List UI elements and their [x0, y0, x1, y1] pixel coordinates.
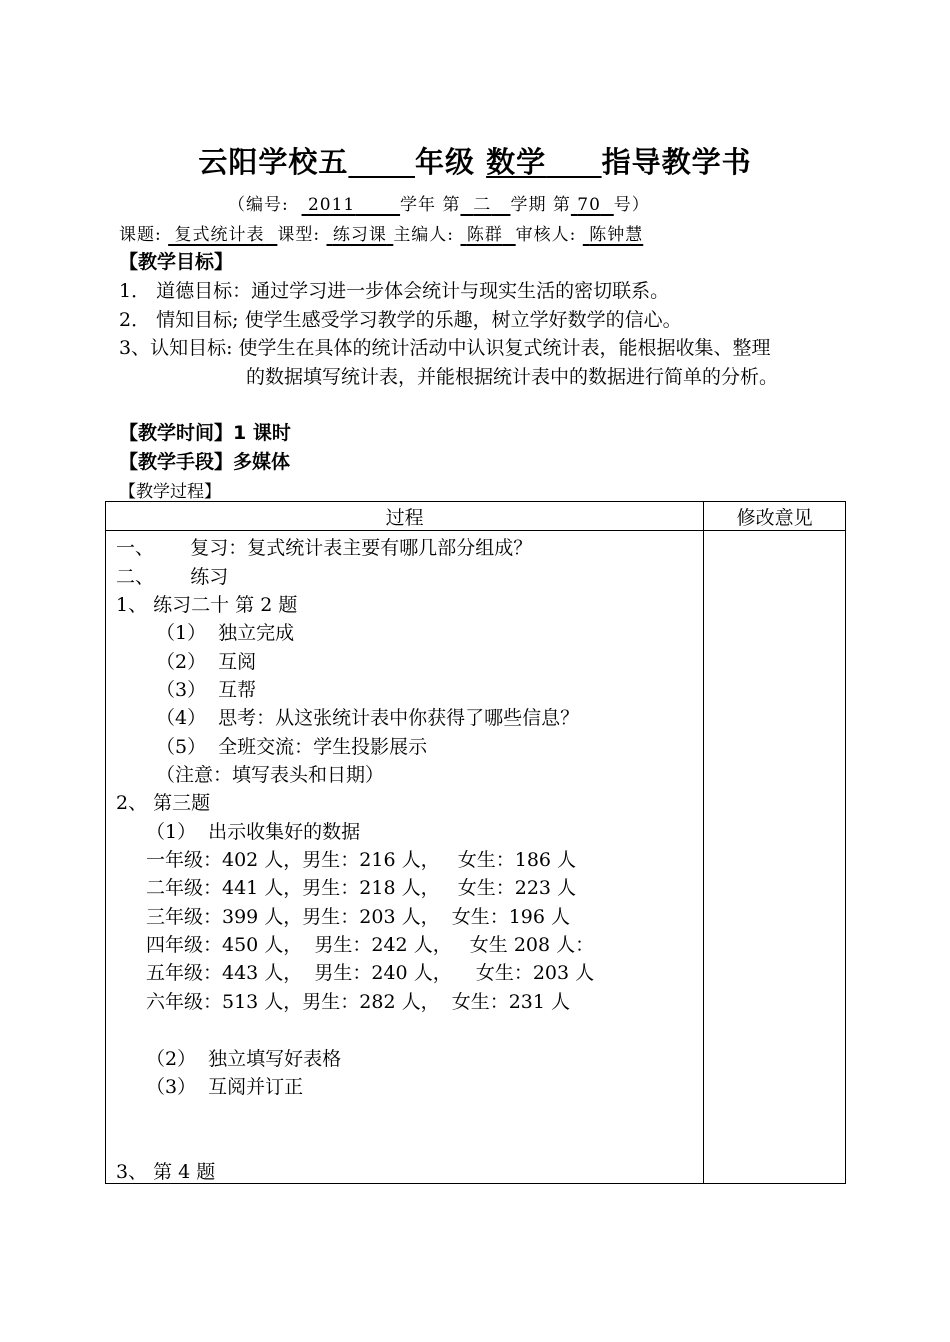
author-value — [460, 225, 515, 245]
author-text: 陈群 — [466, 225, 503, 245]
process-line: （注意：填写表头和日期） — [156, 764, 385, 786]
author-label: 主编人: — [393, 225, 455, 245]
header-revision: 修改意见 — [704, 502, 846, 531]
goal-item-3-continued: 的数据填写统计表，并能根据统计表中的数据进行简单的分析。 — [246, 366, 779, 388]
teaching-means-label: 【教学手段】 — [119, 451, 234, 473]
meta-term-suffix: 学期 — [510, 195, 547, 215]
meta-no-value: 70 — [577, 195, 601, 215]
header-process: 过程 — [106, 502, 704, 531]
process-line: 二、 练习 — [116, 566, 229, 588]
process-heading: 【教学过程】 — [119, 482, 221, 502]
goal-item-1: 1． 道德目标：通过学习进一步体会统计与现实生活的密切联系。 — [119, 280, 670, 302]
process-line: 五年级：443 人， 男生：240 人， 女生：203 人 — [146, 962, 595, 984]
process-line: （2） 互阅 — [156, 651, 257, 673]
process-line: （3） 互阅并订正 — [146, 1076, 304, 1098]
teaching-time-label: 【教学时间】 — [119, 422, 234, 444]
reviewer-text: 陈钟慧 — [589, 225, 644, 245]
process-line: 一年级：402 人，男生：216 人， 女生：186 人 — [146, 849, 577, 871]
meta-number-line — [228, 190, 650, 215]
document-title — [0, 140, 950, 181]
meta-term-prefix: 第 — [442, 195, 461, 215]
process-table — [105, 501, 846, 1184]
table-body-row — [106, 531, 846, 1184]
meta-open: （编号: — [228, 195, 289, 215]
process-line: （3） 互帮 — [156, 679, 257, 701]
type-label: 课型: — [277, 225, 321, 245]
topic-text: 复式统计表 — [174, 225, 265, 245]
meta-topic-line — [119, 220, 643, 245]
teaching-time — [119, 418, 291, 445]
revision-cell[interactable] — [704, 531, 846, 1184]
title-grade-label: 年级 — [414, 145, 475, 179]
meta-school-year: 学年 — [400, 195, 437, 215]
goal-item-2: 2． 情知目标; 使学生感受学习教学的乐趣，树立学好数学的信心。 — [119, 309, 682, 331]
process-line: （1） 出示收集好的数据 — [146, 821, 361, 843]
type-value — [327, 225, 394, 245]
title-school: 云阳学校五 — [198, 145, 349, 179]
teaching-time-value: 1 课时 — [233, 422, 291, 444]
meta-no-suffix: 号） — [613, 195, 650, 215]
process-line: （2） 独立填写好表格 — [146, 1048, 342, 1070]
teaching-means-value: 多媒体 — [233, 451, 291, 473]
meta-year — [302, 195, 401, 215]
meta-year-value: 2011 — [307, 195, 356, 215]
process-line: 三年级：399 人，男生：203 人， 女生：196 人 — [146, 906, 570, 928]
process-line: （5） 全班交流：学生投影展示 — [156, 736, 428, 758]
meta-no-prefix: 第 — [552, 195, 571, 215]
process-line: 3、 第 4 题 — [116, 1161, 216, 1183]
process-line: 1、 练习二十 第 2 题 — [116, 594, 298, 616]
process-line: （4） 思考：从这张统计表中你获得了哪些信息？ — [156, 707, 580, 729]
process-line: 2、 第三题 — [116, 792, 211, 814]
title-subject: 数学 — [486, 145, 547, 179]
process-line: 六年级：513 人，男生：282 人， 女生：231 人 — [146, 991, 570, 1013]
meta-term — [460, 195, 510, 215]
meta-no — [571, 195, 614, 215]
process-line: 二年级：441 人，男生：218 人， 女生：223 人 — [146, 877, 577, 899]
topic-label: 课题: — [119, 225, 162, 245]
process-line: 四年级：450 人， 男生：242 人， 女生 208 人： — [146, 934, 595, 956]
title-subject-blank — [546, 145, 601, 179]
title-book: 指导教学书 — [601, 145, 752, 179]
goals-heading: 【教学目标】 — [119, 251, 234, 273]
reviewer-label: 审核人: — [515, 225, 577, 245]
reviewer-value — [583, 225, 643, 245]
title-grade-blank — [348, 145, 415, 179]
type-text: 练习课 — [332, 225, 387, 245]
meta-term-value: 二 — [473, 195, 492, 215]
process-line: （1） 独立完成 — [156, 622, 295, 644]
teaching-means — [119, 447, 290, 474]
process-cell — [106, 531, 704, 1184]
topic-value — [168, 225, 277, 245]
table-header-row — [106, 502, 846, 531]
process-line: 一、 复习：复式统计表主要有哪几部分组成？ — [116, 537, 533, 559]
goal-item-3: 3、认知目标: 使学生在具体的统计活动中认识复式统计表，能根据收集、整理 — [119, 337, 771, 359]
